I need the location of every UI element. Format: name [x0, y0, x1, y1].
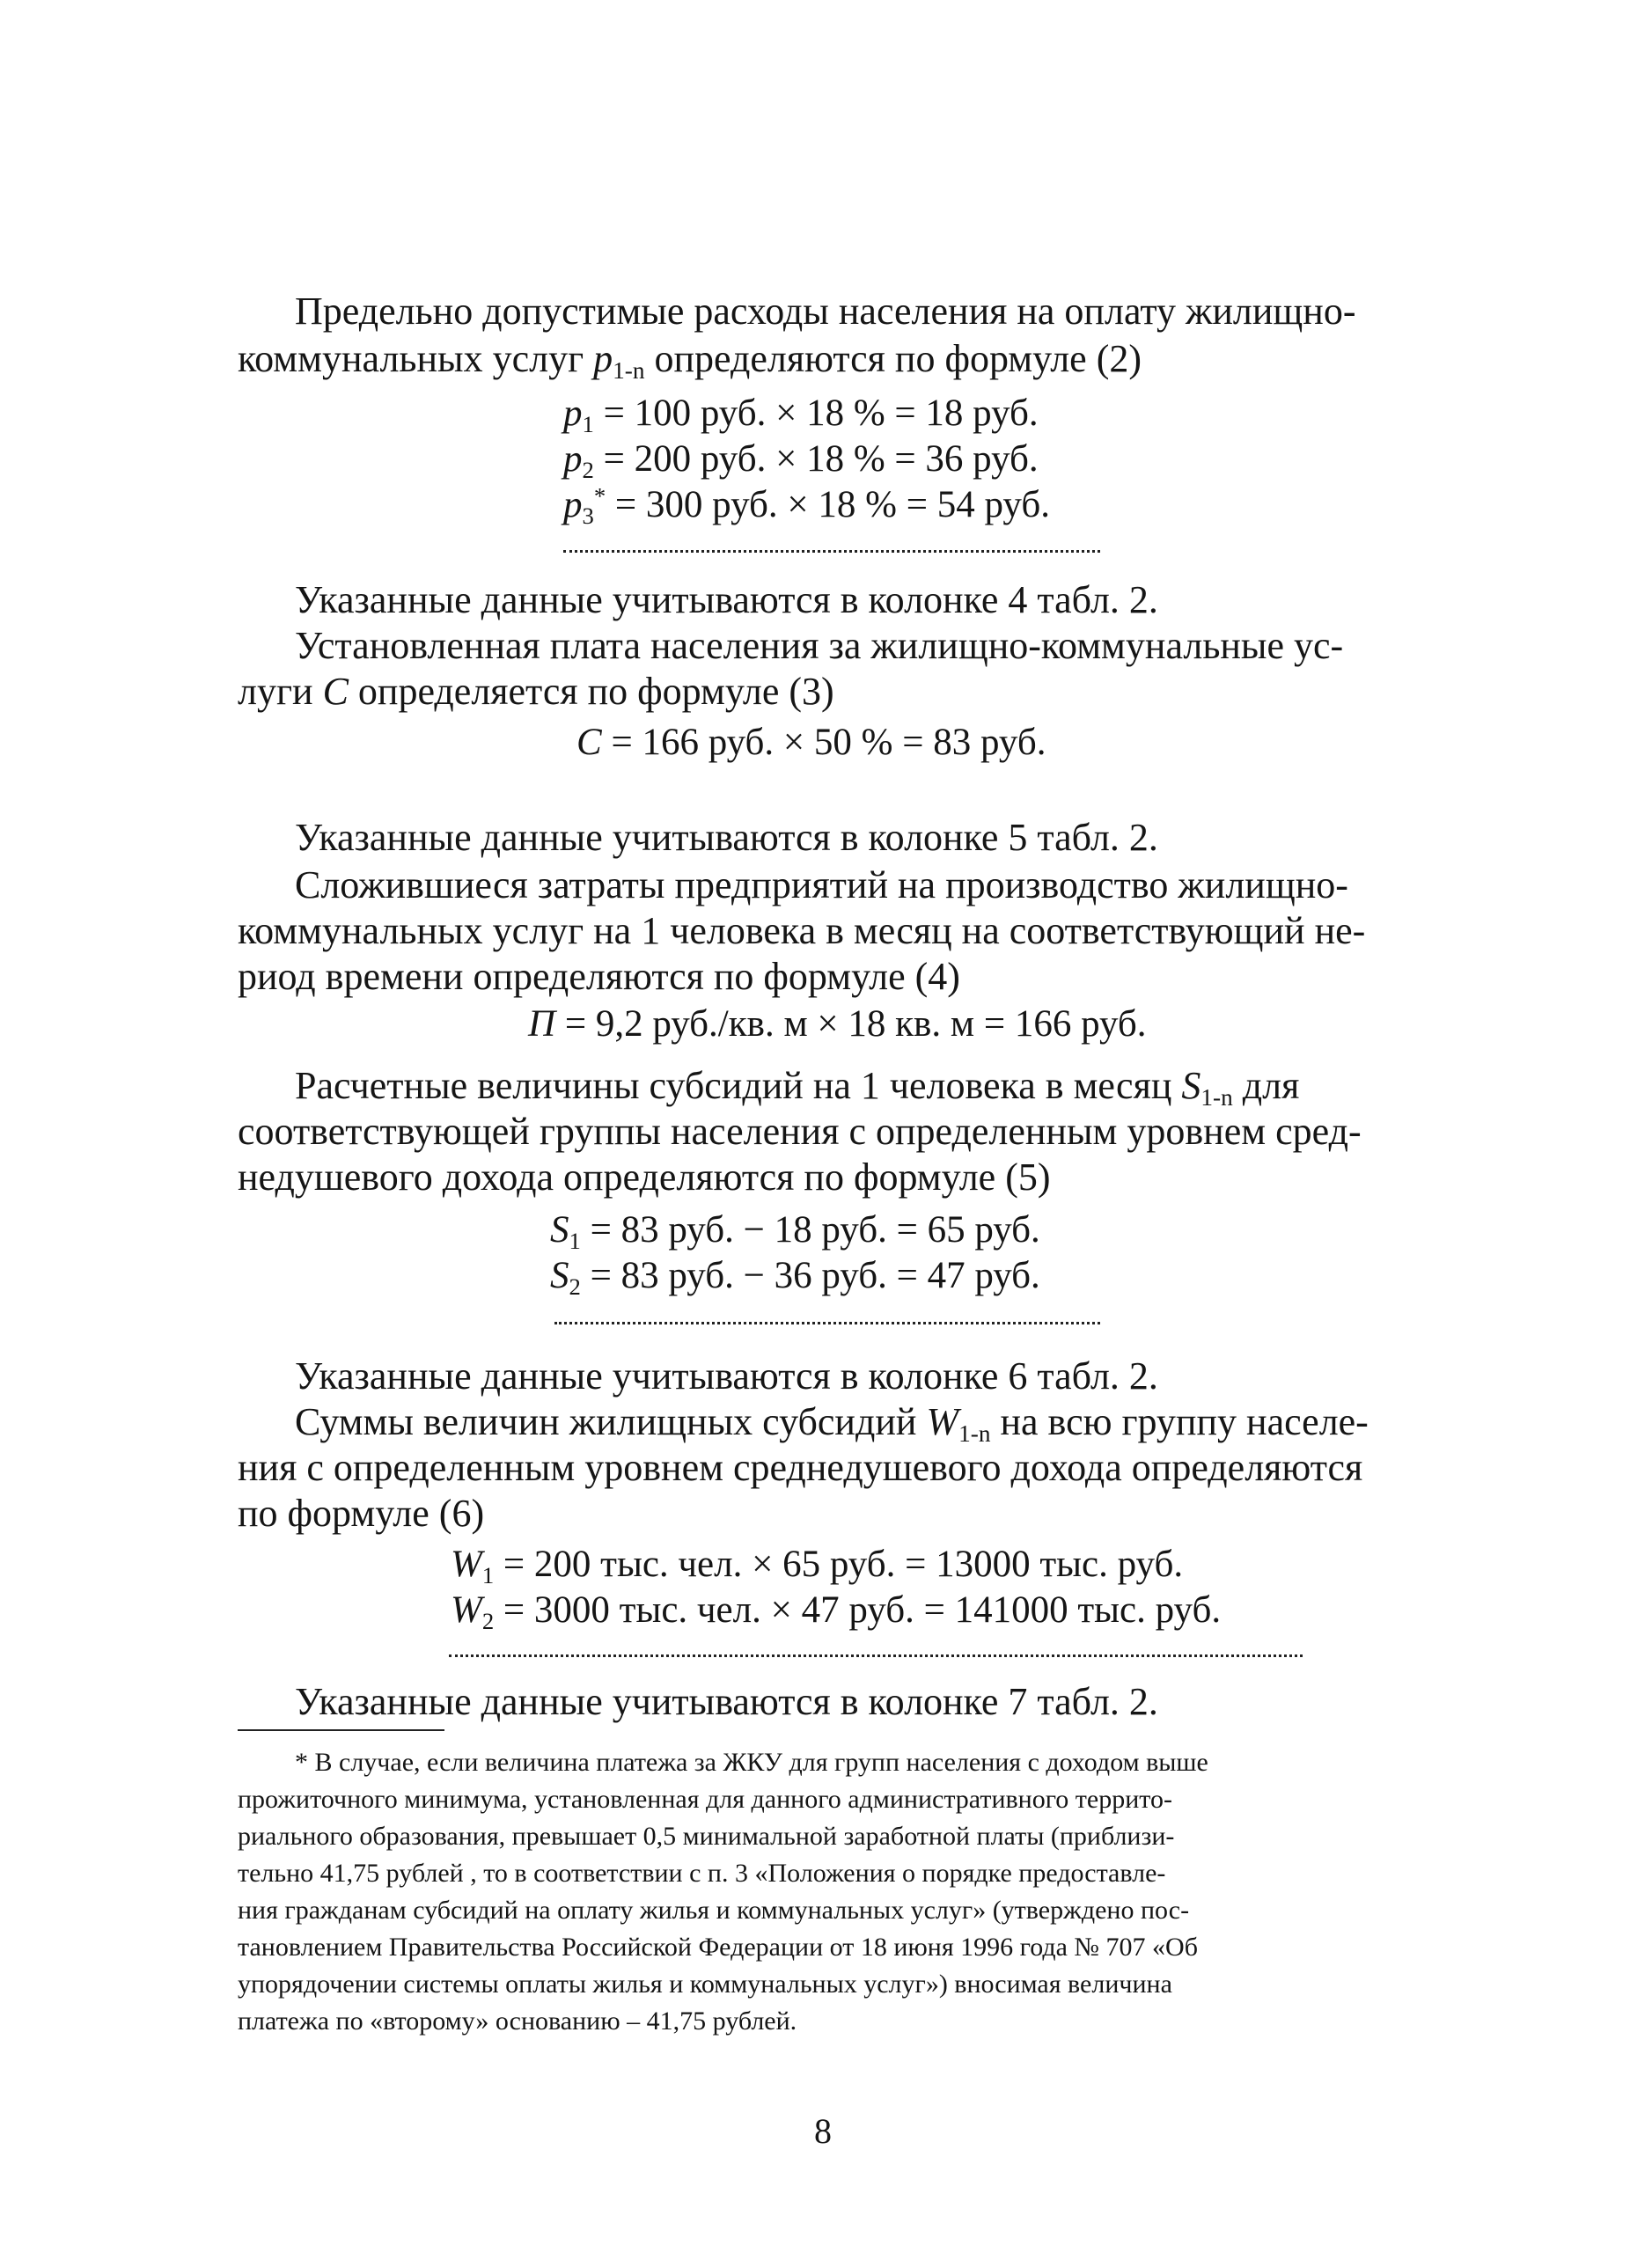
formula-line: $p_1 = 100$ руб. × 18 % = 18 руб. — [563, 393, 1039, 437]
paragraph-line: коммунальных услуг $p_{1-n}$ определяются по формуле (2) — [238, 337, 1142, 385]
paragraph-line: соответствующей группы населения с определенным уровнем сред- — [238, 1110, 1362, 1153]
formula-line: П = 9,2 руб./кв. м × 18 кв. м = 166 руб. — [528, 1003, 1147, 1045]
paragraph-line: Суммы величин жилищных субсидий $W_{1-n}$ на всю группу населе- — [295, 1400, 1369, 1448]
footnote-line: упорядочении системы оплаты жилья и коммунальных услуг») вносимая величина — [238, 1970, 1172, 1999]
footnote-line: риального образования, превышает 0,5 минимальной заработной платы (приблизи- — [238, 1822, 1175, 1851]
dotted-separator — [449, 1654, 1303, 1657]
formula-line: $W_2 = 3000$ тыс. чел. × 47 руб. = 141000 тыс. руб. — [451, 1589, 1222, 1634]
formula-line: C = 166 руб. × 50 % = 83 руб. — [576, 722, 1046, 763]
note-line: Указанные данные учитываются в колонке 5 табл. 2. — [295, 816, 1158, 859]
paragraph-line: коммунальных услуг на 1 человека в месяц на соответствующий не- — [238, 909, 1366, 952]
footnote-line: платежа по «второму» основанию – 41,75 рублей. — [238, 2007, 797, 2036]
formula-line: $W_1 = 200$ тыс. чел. × 65 руб. = 13000 тыс. руб. — [451, 1544, 1184, 1588]
note-line: Указанные данные учитываются в колонке 7 табл. 2. — [295, 1680, 1158, 1723]
footnote-rule — [238, 1729, 444, 1731]
page-number: 8 — [814, 2111, 832, 2151]
formula-line: $p_3^* = 300$ руб. × 18 % = 54 руб. — [563, 482, 1050, 529]
paragraph-line — [295, 292, 1443, 331]
formula-line: $S_2 = 83$ руб. − 36 руб. = 47 руб. — [550, 1255, 1040, 1300]
paragraph-line: по формуле (6) — [238, 1492, 485, 1535]
note-line: Указанные данные учитываются в колонке 4 табл. 2. — [295, 578, 1158, 621]
footnote-line: ния гражданам субсидий на оплату жилья и коммунальных услуг» (утверждено пос- — [238, 1896, 1190, 1925]
paragraph-line: ния с определенным уровнем среднедушевого дохода определяются — [238, 1446, 1363, 1489]
note-line: Указанные данные учитываются в колонке 6 табл. 2. — [295, 1354, 1158, 1398]
dotted-separator — [563, 550, 1100, 553]
paragraph-line: недушевого дохода определяются по формуле (5) — [238, 1156, 1051, 1199]
paragraph-line: Сложившиеся затраты предприятий на производство жилищно- — [295, 863, 1348, 906]
formula-line: $S_1 = 83$ руб. − 18 руб. = 65 руб. — [550, 1209, 1040, 1254]
footnote-line: тельно 41,75 рублей , то в соответствии с п. 3 «Положения о порядке предоставле- — [238, 1859, 1166, 1888]
variable: p — [593, 337, 613, 380]
paragraph-line: риод времени определяются по формуле (4) — [238, 955, 960, 998]
paragraph-line: Установленная плата населения за жилищно-коммунальные ус- — [295, 624, 1344, 667]
paragraph-line: Расчетные величины субсидий на 1 человека в месяц $S_{1-n}$ для — [295, 1064, 1300, 1111]
formula-line: $p_2 = 200$ руб. × 18 % = 36 руб. — [563, 438, 1039, 483]
footnote-line: * В случае, если величина платежа за ЖКУ для групп населения с доходом выше — [295, 1748, 1208, 1777]
footnote-line: тановлением Правительства Российской Федерации от 18 июня 1996 года № 707 «Об — [238, 1933, 1198, 1962]
footnote-line: прожиточного минимума, установленная для данного административного террито- — [238, 1785, 1172, 1814]
dotted-separator — [554, 1322, 1100, 1324]
paragraph-text: Предельно допустимые расходы населения на оплату жилищно- — [295, 290, 1356, 333]
paragraph-line: луги C определяется по формуле (3) — [238, 670, 834, 713]
